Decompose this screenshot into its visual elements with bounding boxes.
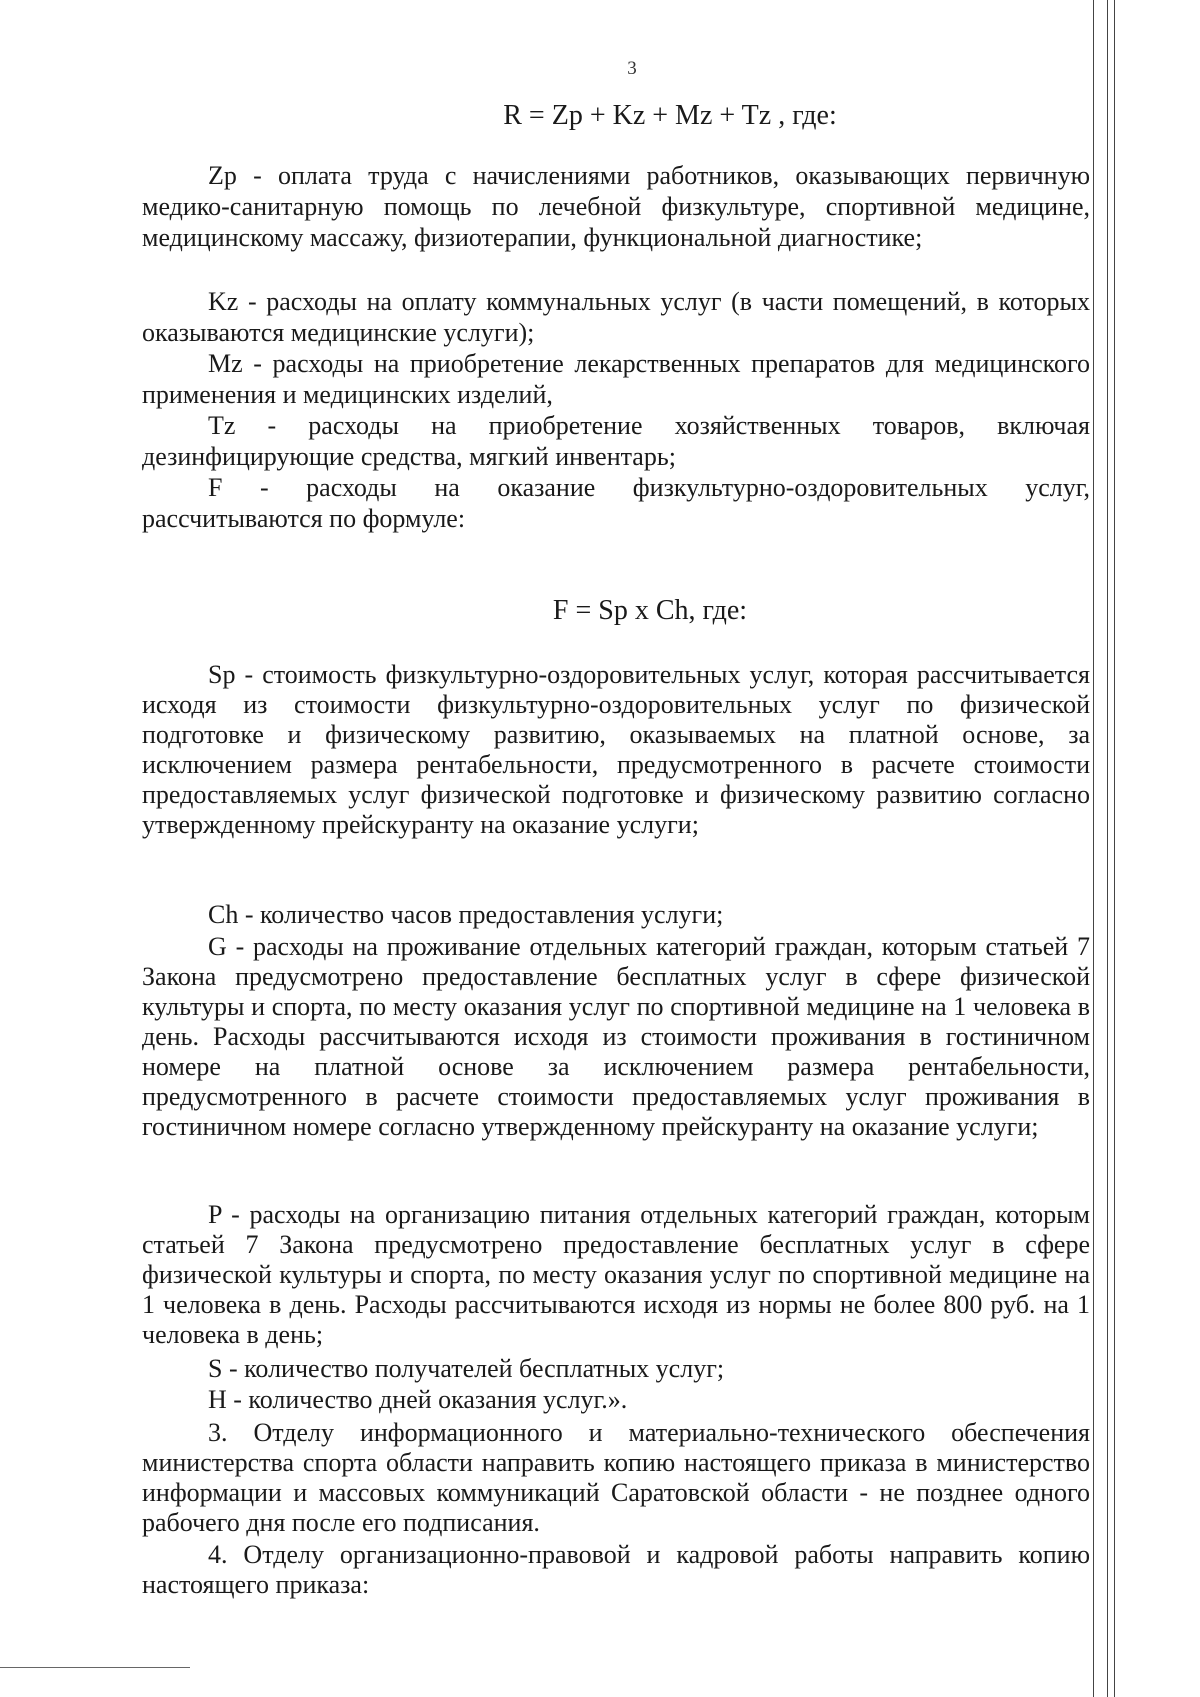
paragraph-h: H - количество дней оказания услуг.». xyxy=(208,1385,628,1414)
paragraph-sp: Sp - стоимость физкультурно-оздоровительных услуг, которая рассчитывается исходя из стоимости физкультурно-оздоровительных услуг по физической подготовке и физическому развитию, оказываемых на платной основе, за исключением размера рентабельности, предусмотренного в расчете стоимости предоставляемых услуг физической подготовке и физическому развитию согласно утвержденному прейскуранту на оказание услуги; xyxy=(142,660,1090,839)
paragraph-f: F - расходы на оказание физкультурно-оздоровительных услуг, рассчитываются по формуле: xyxy=(142,473,1090,533)
page-number: 3 xyxy=(627,58,637,79)
scan-edge-line xyxy=(1114,0,1115,1697)
paragraph-item-4: 4. Отделу организационно-правовой и кадровой работы направить копию настоящего приказа: xyxy=(142,1540,1090,1599)
formula-f: F = Sp x Ch, где: xyxy=(552,595,748,626)
paragraph-ch: Ch - количество часов предоставления услуги; xyxy=(208,900,724,929)
paragraph-tz: Tz - расходы на приобретение хозяйственных товаров, включая дезинфицирующие средства, мягкий инвентарь; xyxy=(142,411,1090,471)
paragraph-kz: Kz - расходы на оплату коммунальных услуг (в части помещений, в которых оказываются медицинские услуги); xyxy=(142,287,1090,347)
paragraph-p: P - расходы на организацию питания отдельных категорий граждан, которым статьей 7 Закона предусмотрено предоставление бесплатных услуг в сфере физической культуры и спорта, по месту оказания услуг по спортивной медицине на 1 человека в день. Расходы рассчитываются исходя из нормы не более 800 руб. на 1 человека в день; xyxy=(142,1200,1090,1349)
paragraph-item-3: 3. Отделу информационного и материально-технического обеспечения министерства спорта области направить копию настоящего приказа в министерство информации и массовых коммуникаций Саратовской области - не позднее одного рабочего дня после его подписания. xyxy=(142,1418,1090,1537)
formula-r: R = Zp + Kz + Mz + Tz , где: xyxy=(503,100,837,131)
scan-edge-line xyxy=(1093,0,1094,1697)
scan-bottom-line xyxy=(0,1667,190,1668)
paragraph-s: S - количество получателей бесплатных услуг; xyxy=(208,1354,725,1383)
paragraph-zp: Zp - оплата труда с начислениями работников, оказывающих первичную медико-санитарную помощь по лечебной физкультуре, спортивной медицине, медицинскому массажу, физиотерапии, функциональной диагностике; xyxy=(142,161,1090,252)
scan-edge-line xyxy=(1107,0,1108,1697)
paragraph-mz: Mz - расходы на приобретение лекарственных препаратов для медицинского применения и медицинских изделий, xyxy=(142,349,1090,409)
paragraph-g: G - расходы на проживание отдельных категорий граждан, которым статьей 7 Закона предусмотрено предоставление бесплатных услуг в сфере физической культуры и спорта, по месту оказания услуг по спортивной медицине на 1 человека в день. Расходы рассчитываются исходя из стоимости проживания в гостиничном номере на платной основе за исключением размера рентабельности, предусмотренного в расчете стоимости предоставляемых услуг проживания в гостиничном номере согласно утвержденному прейскуранту на оказание услуги; xyxy=(142,932,1090,1141)
